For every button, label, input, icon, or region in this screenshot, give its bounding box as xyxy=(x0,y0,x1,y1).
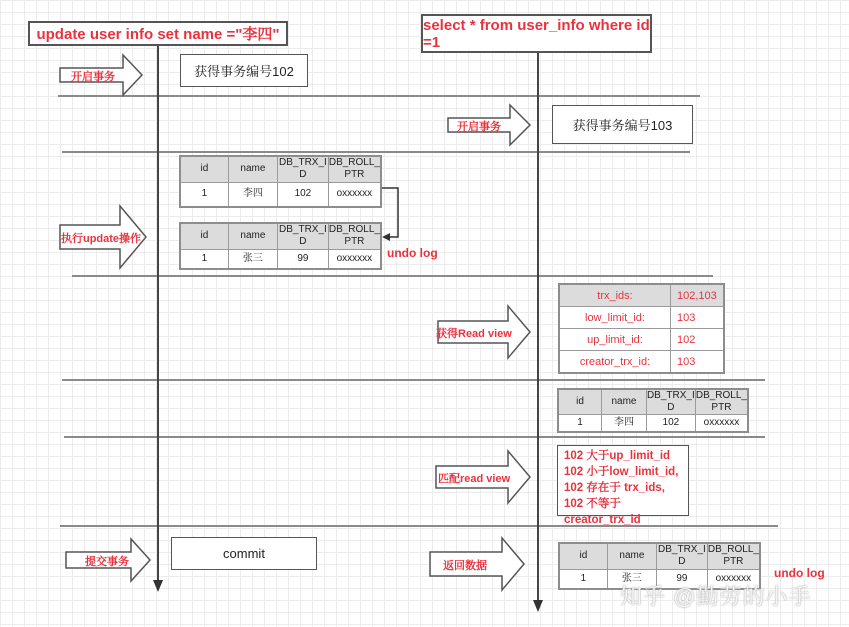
read-view-table xyxy=(558,283,725,374)
undo-log-label: undo log xyxy=(774,566,825,580)
read-view-key: low_limit_id: xyxy=(559,307,671,329)
read-view-row xyxy=(559,284,724,307)
cell: oxxxxxx xyxy=(328,182,381,207)
right-lifeline xyxy=(537,52,539,602)
separator-line xyxy=(72,275,713,277)
match-condition: 102 小于low_limit_id, xyxy=(564,466,679,478)
cell: 张三 xyxy=(228,249,277,269)
read-view-value: 103 xyxy=(671,307,725,329)
commit-box: commit xyxy=(171,537,317,570)
read-view-row xyxy=(559,351,724,374)
col-header: DB_TRX_I D xyxy=(658,544,706,568)
left-lifeline xyxy=(157,45,159,583)
cell: 99 xyxy=(278,249,329,269)
cell: 张三 xyxy=(607,569,656,589)
read-view-key: trx_ids: xyxy=(559,284,671,307)
read-view-key: up_limit_id: xyxy=(559,329,671,351)
match-conditions-box xyxy=(557,445,689,526)
cell: oxxxxxx xyxy=(707,569,760,589)
cell: 李四 xyxy=(228,182,277,207)
cell: oxxxxxx xyxy=(328,249,381,269)
col-header: DB_TRX_I D xyxy=(646,390,695,413)
execute-update-arrow xyxy=(58,204,148,270)
read-view-row xyxy=(559,329,724,351)
col-header: name xyxy=(607,543,656,569)
table-row xyxy=(180,249,381,269)
match-condition: 102 不等于creator_trx_id xyxy=(564,498,641,526)
cell: 102 xyxy=(646,415,695,432)
read-view-key: creator_trx_id: xyxy=(559,351,671,374)
undo-row-table xyxy=(179,222,382,270)
return-data-arrow xyxy=(428,536,526,592)
trx-id-box-103: 获得事务编号103 xyxy=(552,105,693,144)
cell: 1 xyxy=(558,415,602,432)
match-condition: 102 大于up_limit_id xyxy=(564,450,671,462)
col-header: DB_ROLL_ PTR xyxy=(695,390,747,413)
col-header: DB_ROLL_ PTR xyxy=(328,157,380,181)
right-lifeline-arrowhead xyxy=(533,600,543,612)
cell: 1 xyxy=(180,182,228,207)
cell: 99 xyxy=(657,569,708,589)
cell: oxxxxxx xyxy=(695,415,748,432)
arrow-label: 执行update操作 xyxy=(60,233,142,245)
get-read-view-arrow xyxy=(436,304,532,360)
col-header: name xyxy=(602,389,647,415)
begin-transaction-arrow-right xyxy=(446,103,532,147)
col-header: id xyxy=(180,156,228,182)
col-header: id xyxy=(180,223,228,249)
read-view-value: 102,103 xyxy=(671,284,725,307)
table-row xyxy=(180,182,381,207)
arrow-label: 开启事务 xyxy=(71,71,115,83)
watermark: 知乎 @勤劳的小手 xyxy=(620,584,812,609)
read-current-row-table xyxy=(557,388,749,433)
undo-log-label: undo log xyxy=(387,246,438,260)
read-view-row xyxy=(559,307,724,329)
cell: 102 xyxy=(278,182,329,207)
col-header: name xyxy=(228,156,277,182)
arrow-label: 获得Read view xyxy=(436,328,512,340)
match-condition: 102 存在于 trx_ids, xyxy=(564,482,665,494)
commit-transaction-arrow xyxy=(64,537,152,583)
arrow-label: 返回数据 xyxy=(443,560,487,572)
col-header: DB_ROLL_ PTR xyxy=(707,544,759,568)
arrow-label: 开启事务 xyxy=(457,121,501,133)
col-header: name xyxy=(228,223,277,249)
cell: 1 xyxy=(559,569,607,589)
col-header: DB_TRX_I D xyxy=(279,224,327,248)
right-transaction-title: select * from user_info where id =1 xyxy=(421,14,652,53)
match-read-view-arrow xyxy=(434,449,532,505)
col-header: DB_TRX_I D xyxy=(279,157,327,181)
left-lifeline-arrowhead xyxy=(153,580,163,592)
arrow-label: 匹配read view xyxy=(438,473,511,485)
left-transaction-title: update user info set name ="李四" xyxy=(28,21,288,46)
cell: 李四 xyxy=(602,415,647,432)
begin-transaction-arrow-left xyxy=(58,53,144,97)
separator-line xyxy=(62,379,765,381)
col-header: id xyxy=(558,389,602,415)
cell: 1 xyxy=(180,249,228,269)
col-header: DB_ROLL_ PTR xyxy=(328,224,380,248)
table-row xyxy=(558,415,748,432)
separator-line xyxy=(64,436,765,438)
trx-id-box-102: 获得事务编号102 xyxy=(180,54,308,87)
arrow-label: 提交事务 xyxy=(85,556,129,568)
current-row-table xyxy=(179,155,382,208)
read-view-value: 103 xyxy=(671,351,725,374)
separator-line xyxy=(58,95,700,97)
col-header: id xyxy=(559,543,607,569)
undo-pointer-connector xyxy=(380,185,410,245)
read-view-value: 102 xyxy=(671,329,725,351)
